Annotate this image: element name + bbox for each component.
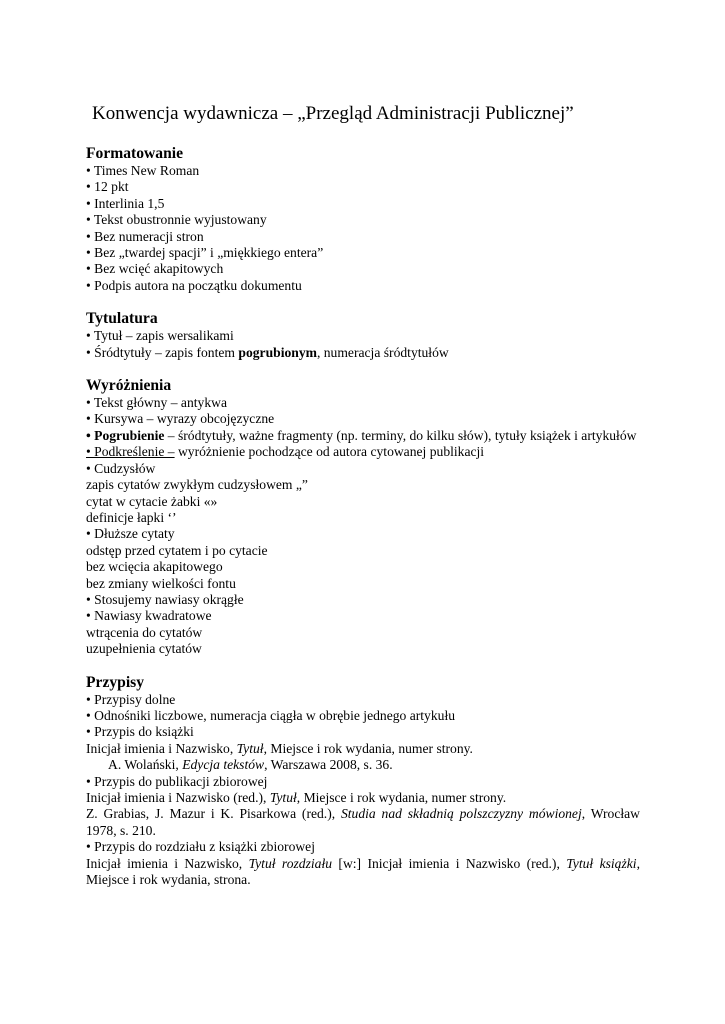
- citation-text: Z. Grabias, J. Mazur i K. Pisarkowa (red.),: [86, 806, 341, 822]
- section-wyroznienia: [86, 376, 640, 658]
- citation-text: Inicjał imienia i Nazwisko,: [86, 855, 249, 871]
- italic-text: Tytuł rozdziału: [248, 855, 333, 871]
- list-item: • Tekst główny – antykwa: [86, 395, 227, 411]
- bold-text: pogrubionym: [238, 344, 317, 360]
- list-item: • Times New Roman: [86, 163, 200, 178]
- list-item: • Bez „twardej spacji” i „miękkiego entera”: [86, 245, 324, 261]
- list-item: • Przypis do rozdziału z książki zbiorowej: [86, 839, 315, 855]
- italic-text: Tytuł: [269, 790, 297, 805]
- citation-text: , Wrocław 1978, s. 210.: [86, 806, 640, 838]
- sub-item: odstęp przed cytatem i po cytacie: [86, 542, 268, 558]
- list-item: • Bez wcięć akapitowych: [86, 261, 224, 277]
- sub-item: cytat w cytacie żabki «»: [86, 493, 218, 509]
- section-heading: Wyróżnienia: [86, 377, 172, 395]
- list-item-text: wyróżnienie pochodzące od autora cytowanej publikacji: [174, 444, 485, 460]
- list-item: [86, 444, 640, 460]
- section-tytulatura: [86, 309, 640, 361]
- sub-item: bez zmiany wielkości fontu: [86, 575, 236, 591]
- document-title: Konwencja wydawnicza – „Przegląd Administracji Publicznej”: [92, 103, 574, 124]
- underlined-text: • Podkreślenie –: [86, 444, 175, 460]
- list-item: • Podpis autora na początku dokumentu: [86, 277, 302, 293]
- sub-item: zapis cytatów zwykłym cudzysłowem „”: [86, 477, 308, 493]
- list-item: • Tekst obustronnie wyjustowany: [86, 212, 267, 228]
- sub-item: definicje łapki ‘’: [86, 509, 177, 525]
- sub-item: uzupełnienia cytatów: [86, 641, 202, 657]
- italic-text: Tytuł: [236, 740, 264, 756]
- list-item-text: – śródtytuły, ważne fragmenty (np. terminy, do kilku słów), tytuły książek i artykułów: [164, 427, 637, 443]
- list-item-text: , numeracja śródtytułów: [316, 344, 449, 360]
- list-item: • Odnośniki liczbowe, numeracja ciągła w obrębie jednego artykułu: [86, 707, 456, 723]
- italic-text: Studia nad składnią polszczyzny mówionej: [340, 806, 582, 822]
- sub-item: wtrącenia do cytatów: [86, 624, 203, 640]
- list-item: • Bez numeracji stron: [86, 228, 204, 244]
- citation-text: A. Wolański,: [108, 757, 183, 773]
- citation-text: , Miejsce i rok wydania, strona.: [86, 855, 640, 888]
- citation-pattern: [86, 741, 640, 757]
- italic-text: Edycja tekstów: [182, 757, 265, 773]
- list-item: • Kursywa – wyrazy obcojęzyczne: [86, 411, 275, 427]
- list-item: [86, 345, 640, 361]
- citation-example: [86, 757, 640, 773]
- section-heading: Formatowanie: [86, 145, 184, 162]
- document-body: [86, 144, 640, 888]
- list-item: • Cudzysłów: [86, 460, 156, 476]
- list-item: • Przypis do publikacji zbiorowej: [86, 773, 268, 789]
- citation-text: , Miejsce i rok wydania, numer strony.: [296, 790, 507, 805]
- list-item: • Przypis do książki: [86, 724, 194, 740]
- list-item: • Przypisy dolne: [86, 691, 176, 707]
- section-heading: Tytulatura: [86, 310, 158, 328]
- list-item: • 12 pkt: [86, 179, 129, 195]
- list-item: • Dłuższe cytaty: [86, 526, 175, 542]
- citation-text: Inicjał imienia i Nazwisko,: [86, 740, 237, 756]
- section-przypisy: [86, 673, 640, 889]
- list-item: • Interlinia 1,5: [86, 195, 165, 211]
- section-heading: Przypisy: [86, 673, 145, 691]
- citation-pattern: [86, 856, 640, 889]
- list-item: • Stosujemy nawiasy okrągłe: [86, 591, 244, 607]
- list-item: • Tytuł – zapis wersalikami: [86, 328, 234, 344]
- citation-text: [w:] Inicjał imienia i Nazwisko (red.),: [332, 855, 567, 871]
- list-item: • Nawiasy kwadratowe: [86, 608, 212, 624]
- bold-text: • Pogrubienie: [86, 427, 165, 443]
- list-item-text: • Śródtytuły – zapis fontem: [86, 344, 239, 360]
- list-item: [86, 428, 640, 444]
- citation-text: , Warszawa 2008, s. 36.: [264, 757, 393, 773]
- citation-text: , Miejsce i rok wydania, numer strony.: [263, 740, 473, 756]
- citation-example: [86, 806, 640, 839]
- sub-item: bez wcięcia akapitowego: [86, 559, 223, 575]
- citation-pattern: [86, 790, 640, 806]
- citation-text: Inicjał imienia i Nazwisko (red.),: [86, 790, 270, 805]
- section-formatowanie: [86, 144, 640, 294]
- italic-text: Tytuł książki: [566, 855, 637, 871]
